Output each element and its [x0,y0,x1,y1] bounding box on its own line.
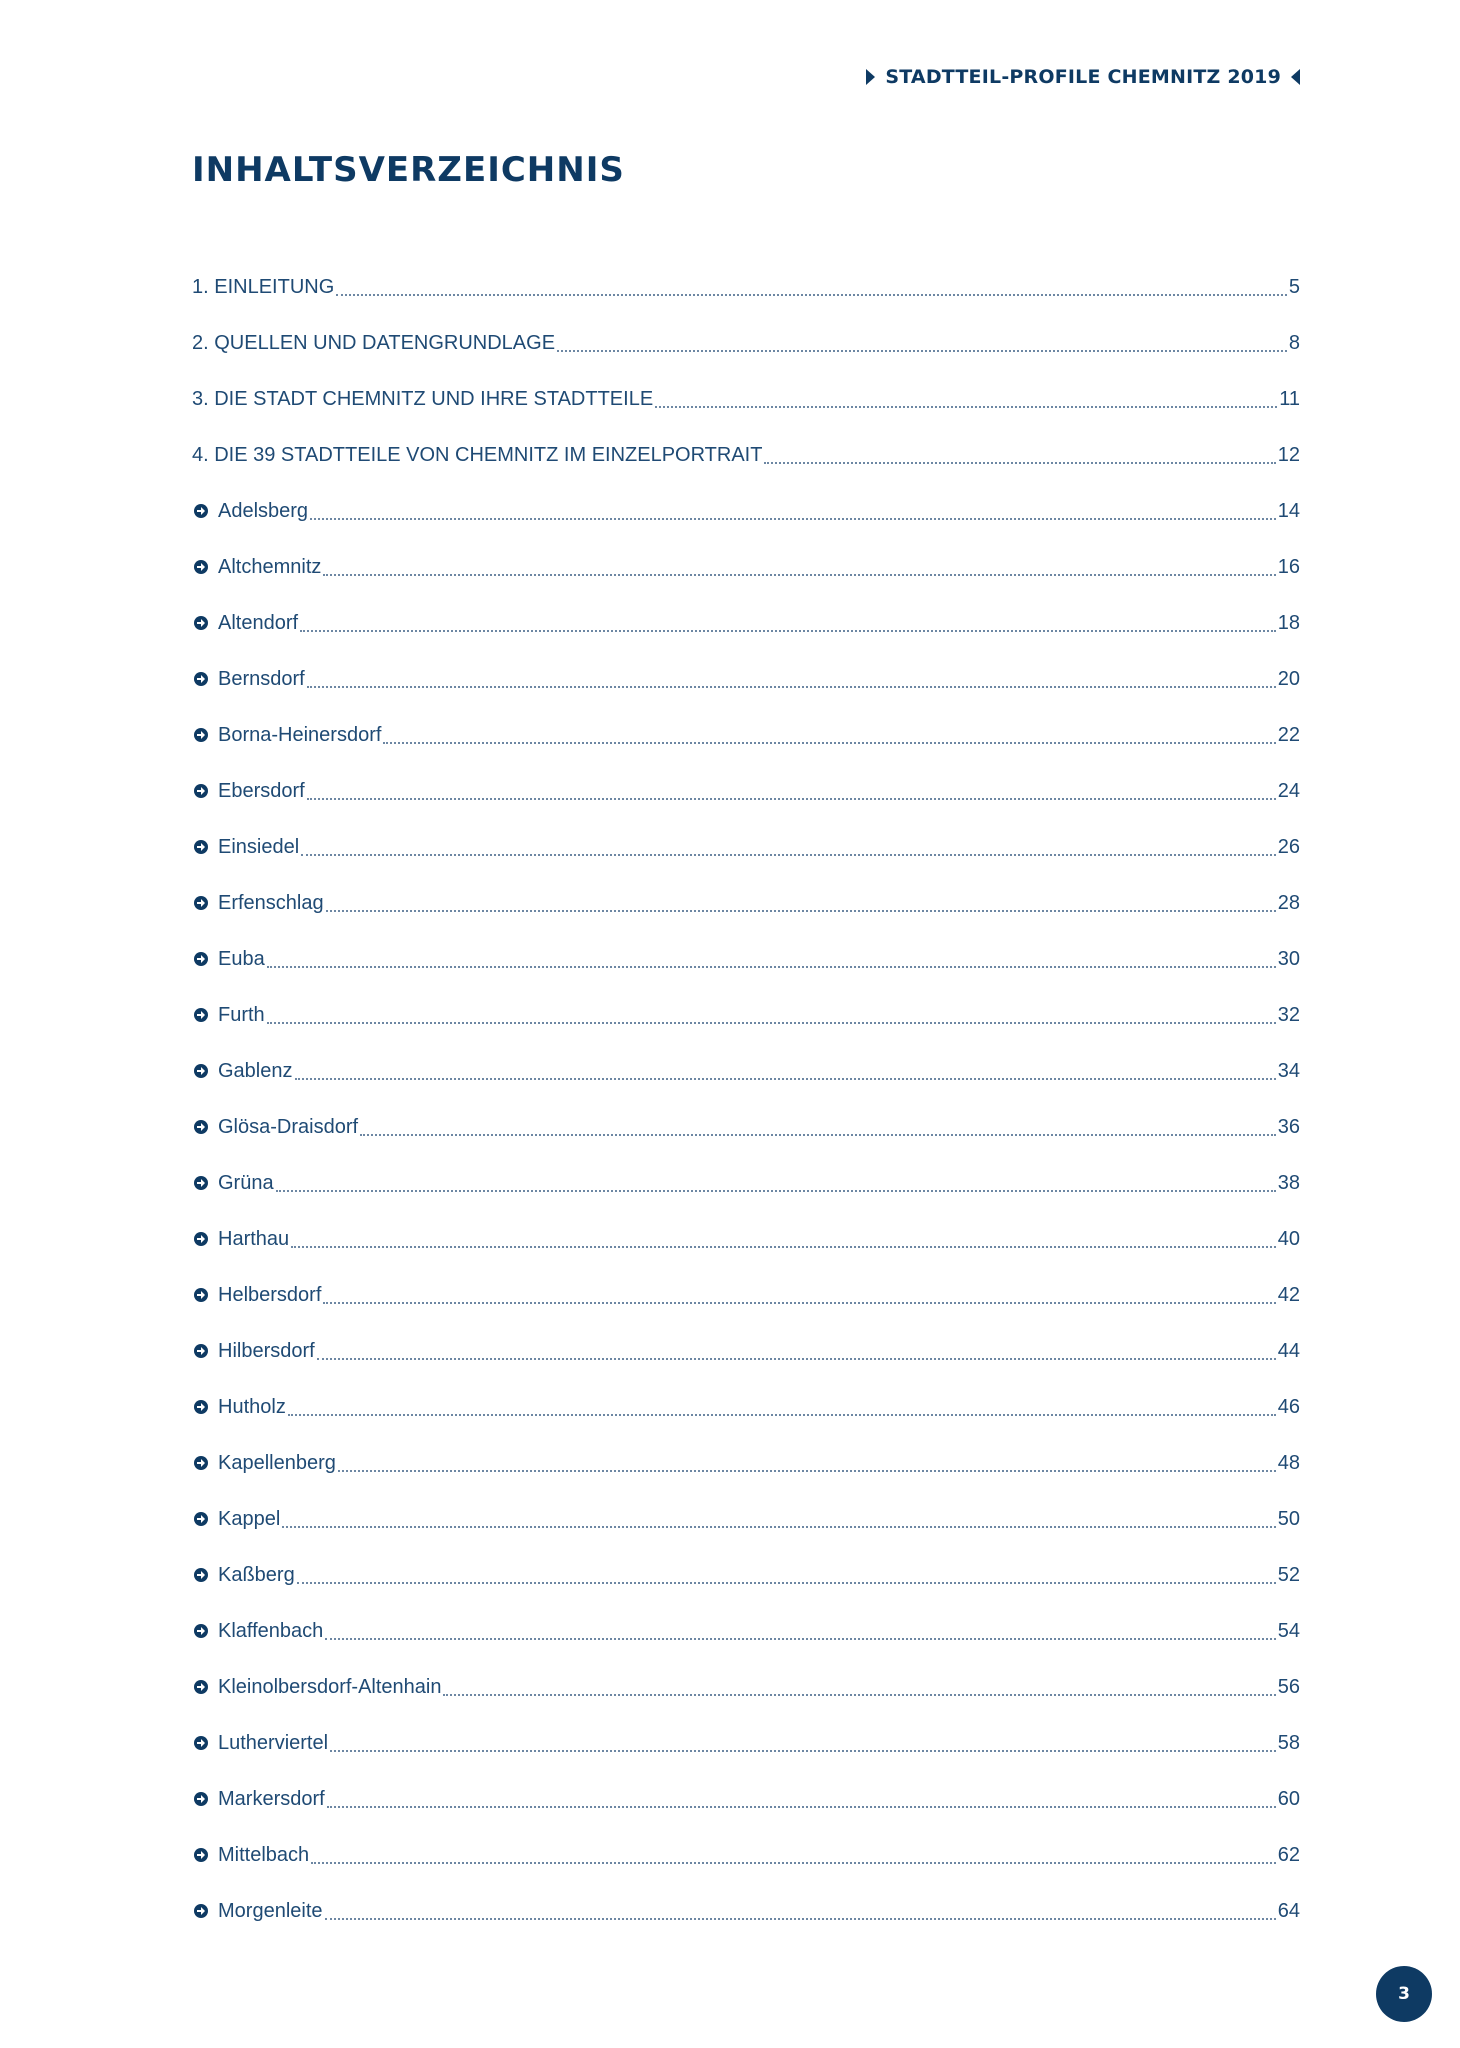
toc-district-entry[interactable] [192,1451,1300,1507]
circle-arrow-right-icon [194,840,208,854]
toc-entry-page: 12 [1277,444,1300,466]
circle-arrow-right-icon [194,1792,208,1806]
toc-district-entry[interactable] [192,1787,1300,1843]
toc-entry-label: Adelsberg [218,500,309,522]
toc-district-entry[interactable] [192,1115,1300,1171]
toc-district-entry[interactable] [192,1731,1300,1787]
toc-entry-page: 56 [1277,1676,1300,1698]
circle-arrow-right-icon [194,1120,208,1134]
toc-entry-label: Euba [218,948,265,970]
toc-entry-label: Furth [218,1004,265,1026]
toc-district-entry[interactable] [192,1899,1300,1955]
dot-leader [282,1507,1275,1528]
toc-entry-label: Ebersdorf [218,780,305,802]
circle-arrow-right-icon [194,896,208,910]
toc-district-entry[interactable] [192,891,1300,947]
toc-district-entry[interactable] [192,1059,1300,1115]
toc-entry-page: 38 [1277,1172,1300,1194]
toc-district-entry[interactable] [192,1339,1300,1395]
toc-entry-label: Mittelbach [218,1844,310,1866]
toc-chapter-entry[interactable] [192,331,1300,387]
toc-entry-page: 46 [1277,1396,1300,1418]
toc-district-entry[interactable] [192,1843,1300,1899]
toc-entry-label: Kleinolbersdorf-Altenhain [218,1676,442,1698]
toc-chapter-entry[interactable] [192,443,1300,499]
dot-leader [325,1619,1275,1640]
toc-entry-label: Kappel [218,1508,281,1530]
dot-leader [383,723,1275,744]
toc-entry-page: 30 [1277,948,1300,970]
circle-arrow-right-icon [194,1680,208,1694]
toc-entry-page: 28 [1277,892,1300,914]
dot-leader [360,1115,1276,1136]
toc-entry-label: Morgenleite [218,1900,323,1922]
toc-entry-page: 18 [1277,612,1300,634]
toc-entry-label: Borna-Heinersdorf [218,724,382,746]
toc-entry-page: 26 [1277,836,1300,858]
dot-leader [326,891,1276,912]
page-title: INHALTSVERZEICHNIS [192,150,625,190]
toc-entry-label: Lutherviertel [218,1732,329,1754]
circle-arrow-right-icon [194,784,208,798]
toc-entry-page: 54 [1277,1620,1300,1642]
circle-arrow-right-icon [194,1568,208,1582]
toc-entry-page: 8 [1288,332,1300,354]
toc-district-entry[interactable] [192,1395,1300,1451]
toc-entry-page: 42 [1277,1284,1300,1306]
toc-district-entry[interactable] [192,1563,1300,1619]
toc-district-entry[interactable] [192,1675,1300,1731]
toc-entry-label: 4. DIE 39 STADTTEILE VON CHEMNITZ IM EINZELPORTRAIT [192,444,763,466]
dot-leader [336,275,1287,296]
circle-arrow-right-icon [194,1400,208,1414]
dot-leader [310,499,1276,520]
circle-arrow-right-icon [194,1288,208,1302]
circle-arrow-right-icon [194,1456,208,1470]
toc-district-entry[interactable] [192,499,1300,555]
toc-entry-page: 50 [1277,1508,1300,1530]
dot-leader [655,387,1277,408]
toc-entry-page: 40 [1277,1228,1300,1250]
toc-entry-label: Kaßberg [218,1564,295,1586]
toc-entry-label: Harthau [218,1228,290,1250]
dot-leader [288,1395,1276,1416]
toc-district-entry[interactable] [192,779,1300,835]
circle-arrow-right-icon [194,504,208,518]
dot-leader [301,835,1276,856]
running-header [866,66,1300,88]
toc-entry-label: Hilbersdorf [218,1340,315,1362]
toc-entry-label: Bernsdorf [218,668,305,690]
dot-leader [276,1171,1276,1192]
dot-leader [291,1227,1276,1248]
dot-leader [300,611,1276,632]
circle-arrow-right-icon [194,1848,208,1862]
toc-district-entry[interactable] [192,611,1300,667]
toc-entry-label: Markersdorf [218,1788,325,1810]
toc-entry-page: 60 [1277,1788,1300,1810]
toc-entry-page: 64 [1277,1900,1300,1922]
toc-entry-label: Hutholz [218,1396,286,1418]
toc-entry-label: 3. DIE STADT CHEMNITZ UND IHRE STADTTEILE [192,388,654,410]
toc-entry-page: 5 [1288,276,1300,298]
toc-entry-label: Erfenschlag [218,892,324,914]
dot-leader [327,1787,1276,1808]
circle-arrow-right-icon [194,672,208,686]
circle-arrow-right-icon [194,616,208,630]
circle-arrow-right-icon [194,1176,208,1190]
toc-entry-label: Grüna [218,1172,274,1194]
dot-leader [443,1675,1275,1696]
dot-leader [307,779,1276,800]
toc-entry-page: 48 [1277,1452,1300,1474]
toc-district-entry[interactable] [192,723,1300,779]
dot-leader [323,1283,1275,1304]
toc-entry-label: Kapellenberg [218,1452,336,1474]
toc-district-entry[interactable] [192,1283,1300,1339]
table-of-contents [192,275,1300,1955]
dot-leader [557,331,1287,352]
toc-district-entry[interactable] [192,1227,1300,1283]
circle-arrow-right-icon [194,1008,208,1022]
toc-entry-page: 14 [1277,500,1300,522]
toc-district-entry[interactable] [192,1003,1300,1059]
toc-entry-label: Klaffenbach [218,1620,324,1642]
toc-entry-label: 1. EINLEITUNG [192,276,335,298]
toc-entry-page: 22 [1277,724,1300,746]
toc-entry-label: Einsiedel [218,836,300,858]
dot-leader [267,1003,1276,1024]
toc-district-entry[interactable] [192,555,1300,611]
toc-entry-label: Helbersdorf [218,1284,322,1306]
circle-arrow-right-icon [194,1512,208,1526]
dot-leader [267,947,1276,968]
dot-leader [323,555,1275,576]
toc-chapter-entry[interactable] [192,387,1300,443]
dot-leader [295,1059,1276,1080]
toc-entry-label: Glösa-Draisdorf [218,1116,359,1138]
toc-district-entry[interactable] [192,667,1300,723]
triangle-left-icon [1291,69,1300,85]
toc-entry-page: 20 [1277,668,1300,690]
toc-district-entry[interactable] [192,947,1300,1003]
toc-chapter-entry[interactable] [192,275,1300,331]
page-number-badge [1376,1966,1432,2022]
circle-arrow-right-icon [194,560,208,574]
dot-leader [764,443,1275,464]
page-number: 3 [1398,1984,1410,2004]
dot-leader [311,1843,1276,1864]
circle-arrow-right-icon [194,1624,208,1638]
toc-entry-page: 34 [1277,1060,1300,1082]
toc-entry-page: 58 [1277,1732,1300,1754]
toc-entry-page: 16 [1277,556,1300,578]
toc-entry-label: Gablenz [218,1060,293,1082]
dot-leader [317,1339,1276,1360]
dot-leader [297,1563,1276,1584]
toc-entry-label: Altchemnitz [218,556,322,578]
triangle-right-icon [866,69,875,85]
dot-leader [338,1451,1276,1472]
toc-district-entry[interactable] [192,835,1300,891]
toc-entry-page: 36 [1277,1116,1300,1138]
toc-entry-label: Altendorf [218,612,299,634]
running-header-title: STADTTEIL-PROFILE CHEMNITZ 2019 [885,66,1281,88]
toc-entry-page: 52 [1277,1564,1300,1586]
toc-entry-page: 44 [1277,1340,1300,1362]
circle-arrow-right-icon [194,1064,208,1078]
dot-leader [325,1899,1276,1920]
toc-district-entry[interactable] [192,1171,1300,1227]
dot-leader [307,667,1276,688]
circle-arrow-right-icon [194,1904,208,1918]
toc-entry-page: 11 [1279,388,1300,410]
dot-leader [330,1731,1276,1752]
toc-district-entry[interactable] [192,1619,1300,1675]
circle-arrow-right-icon [194,728,208,742]
toc-entry-label: 2. QUELLEN UND DATENGRUNDLAGE [192,332,556,354]
toc-entry-page: 32 [1277,1004,1300,1026]
toc-entry-page: 62 [1277,1844,1300,1866]
circle-arrow-right-icon [194,1232,208,1246]
toc-entry-page: 24 [1277,780,1300,802]
circle-arrow-right-icon [194,1736,208,1750]
toc-district-entry[interactable] [192,1507,1300,1563]
circle-arrow-right-icon [194,1344,208,1358]
circle-arrow-right-icon [194,952,208,966]
